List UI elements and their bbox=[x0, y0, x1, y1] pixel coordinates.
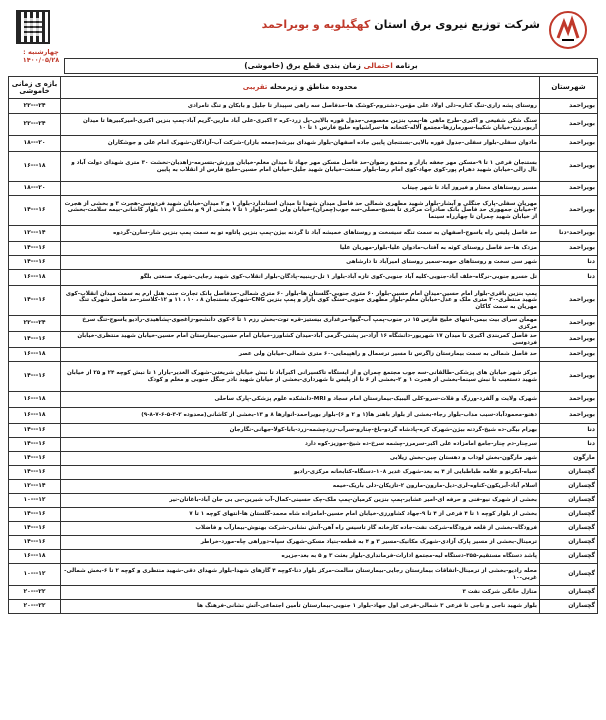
row-city: دنا bbox=[540, 424, 598, 438]
row-time: ۲۲---۲۴ bbox=[9, 99, 61, 114]
row-time: ۱۴---۱۶ bbox=[9, 438, 61, 452]
document-header bbox=[8, 6, 598, 64]
row-area: شهر سی سخت و روستاهای حومه-سمیر روستای امیرآباد تا دارشاهی bbox=[61, 256, 540, 270]
table-row bbox=[9, 392, 598, 408]
row-time: ۱۶---۱۸ bbox=[9, 270, 61, 286]
row-area: فرودگاه-بخشی از قلعه فرودگاه-شرکت نفت-جاده کارخانه گاز تاسیس راه آهن-آتش نشانی-شرکت بهنوش-بیمارآب و فاضلاب bbox=[61, 522, 540, 536]
column-area: محدوده مناطق و زیرمحله تقریبی bbox=[61, 77, 540, 99]
date: ۱۴۰۰/۰۵/۲۸ bbox=[22, 56, 60, 64]
row-city: مارگون bbox=[540, 452, 598, 466]
row-time: ۱۴---۱۶ bbox=[9, 424, 61, 438]
row-time: ۱۴---۱۶ bbox=[9, 508, 61, 522]
table-row bbox=[9, 550, 598, 564]
row-city: گچساران bbox=[540, 494, 598, 508]
table-row bbox=[9, 226, 598, 242]
row-time: ۱۸---۲۰ bbox=[9, 182, 61, 196]
row-time: ۱۸---۲۰ bbox=[9, 136, 61, 152]
table-row bbox=[9, 152, 598, 182]
qr-code-icon bbox=[16, 10, 50, 44]
row-area: مهریان سفلی-پارک جنگلی و آبشار-بلوار شهید مطهری شمالی حد فاصل میدان شهدا تا میدان استاندارد-بلوار ۱ و ۲ میدان-خیابان شهید فردوسی-هجرت ۳ و بخشی از هجرت ۲-خیابان جمهوری حد فاصل بانک صادرات مرکزی تا بسیج-مصلی-سه جوب(چمران)-خیابان ولی عصر-بلوار ۱ تا ۷ بخشی از ۹ و بخشی از ۱۱ بلوار کاشانی-بیمه سلامت-بخشی از خیابان شهید چمران تا چهارراه سینما bbox=[61, 196, 540, 226]
row-time: ۱۶---۱۸ bbox=[9, 392, 61, 408]
table-row bbox=[9, 522, 598, 536]
row-time: ۱۴---۱۶ bbox=[9, 242, 61, 256]
row-time: ۲۲---۲۴ bbox=[9, 316, 61, 332]
row-city: دنا bbox=[540, 270, 598, 286]
row-area: دهنو-محمودآباد-سیب مداب-بلوار رجاء-بخشی از بلوار باهنر ها(۱ و ۲ و ۶)-بلوار بویراحمد-انوارها ۸ و ۱۳-بخشی از کاشانی(محدوده ۲-۳-۵-۶-۷-۸-۹) bbox=[61, 408, 540, 424]
row-area: حد فاصل شمالی به سمت بیمارستان زاگرس تا مسیر ترسمال و راهپیمایی-۶۰ متری شمالی-خیابان ولی عصر bbox=[61, 348, 540, 362]
table-row bbox=[9, 182, 598, 196]
row-area: مسیر روستاهای مختار و فیروز آباد تا شهر چیتاب bbox=[61, 182, 540, 196]
table-row bbox=[9, 316, 598, 332]
row-area: محله رادیو-بخشی از ترمینال-اتفاقات بیمارستان رجایی-بیمارستان سالمت-مرکز بلوار دنا-کوچه ۴ گازهای شهدا-بلوار شهدای دقی-شهید منتظری و کوچه ۲ تا ۶-بخش شمالی-غربی-۱۰ bbox=[61, 564, 540, 586]
row-city: گچساران bbox=[540, 600, 598, 614]
table-row bbox=[9, 480, 598, 494]
row-area: منازل خانگی شرکت نفت ۳ bbox=[61, 586, 540, 600]
program-title: برنامه احتمالی زمان بندی قطع برق (خاموشی) bbox=[64, 58, 598, 74]
row-city: دنا bbox=[540, 256, 598, 270]
row-city: گچساران bbox=[540, 480, 598, 494]
row-area: مزدک ها-حد فاصل روستای کوثه به آفتاب-مادوان علیا-بلوار-مهریان علیا bbox=[61, 242, 540, 256]
table-row bbox=[9, 99, 598, 114]
row-city: بویراحمد bbox=[540, 286, 598, 316]
row-time: ۱۴---۱۶ bbox=[9, 522, 61, 536]
row-city: بویراحمد bbox=[540, 196, 598, 226]
table-row bbox=[9, 348, 598, 362]
row-time: ۱۶---۱۸ bbox=[9, 152, 61, 182]
table-row bbox=[9, 438, 598, 452]
row-time: ۲۰---۲۲ bbox=[9, 600, 61, 614]
row-area: روستای پشه زاری-تنگ کناره-دلی اولاد علی مؤمن-دشتروم-کوشک ها-حدفاصل سه راهی سپیدار تا جلیل و بابکان و تنگ تامرادی bbox=[61, 99, 540, 114]
row-area: تل خسرو جنوبی-نرگاه-خلف آباد-جنوبی-کلیه آباد جنوبی-کوی تازه آباد-بلوار ۱ تل-زینبیه-پادگان-بلوار انقلاب-کوی شهید رجایی-شهرک صنعتی بلگو bbox=[61, 270, 540, 286]
row-time: ۱۴---۱۶ bbox=[9, 362, 61, 392]
row-area: شهرک ولایت و آلفرد-ورزگ و قلات-سرو-کلی آلیبیک-بیمارستان امام سجاد و MRI-دانشکده علوم پزشکی-پارک ساحلی bbox=[61, 392, 540, 408]
row-time: ۱۲---۱۴ bbox=[9, 226, 61, 242]
row-time: ۱۴---۱۶ bbox=[9, 332, 61, 348]
table-row bbox=[9, 362, 598, 392]
column-time: بازه ی زمانی خاموشی bbox=[9, 77, 61, 99]
row-time: ۱۴---۱۶ bbox=[9, 536, 61, 550]
row-area: پاشد دستگاه مستقیم-۳۵۵-دستگاه لیه-مجتمع ادارات-فرمانداری-بلوار بعثت ۳ و ۵ به بعد-جزیره bbox=[61, 550, 540, 564]
row-city: بویراحمد bbox=[540, 362, 598, 392]
row-area: حد فاصل پلیس راه یاسوج-اصفهان به سمت تنگه سیسخت و روستاهای خمیشه آباد تا گردنه بیژن-پمپ بنزین پاتاوه تو به سمت پمپ بنزین شار-سارن-گردوه bbox=[61, 226, 540, 242]
row-city: بویراحمد bbox=[540, 114, 598, 136]
row-area: بستنجان فرعی ۱ تا ۹-مسکن مهر جعفه بازار و مجتمع رضوان-حد فاصل مسکن مهر جهاد تا میدان معلم-خیابان ورزش-بتسرمه-زاهدیان-نخشت ۳۰ متری شهدای دولت آباد و نال زالی-خیابان شهید دهرام پور-کوی جهاد-کوی امام رضا-بلوار صنعت-خیابان شهید جلیل-خیابان امام حسین-خلیج فارس از انقلاب به پایین bbox=[61, 152, 540, 182]
company-name: شرکت توزیع نیروی برق استان کهگیلویه و بویراحمد bbox=[261, 18, 540, 31]
table-row bbox=[9, 536, 598, 550]
row-time: ۱۴---۱۶ bbox=[9, 452, 61, 466]
row-area: بهرام بیگی-ده شیخ-گردنه بیژن-شهرک کره-پادشاه گردو-باغ-چنارو-سرآب-زردچشمه-زرد-بابا-کولا-جهانی-نگارجان bbox=[61, 424, 540, 438]
outage-schedule-table bbox=[8, 76, 598, 614]
row-area: اسلام آباد-آبریکون-کناوه-لری-دیل-مارون-مارون ۲-تازیکان-دلی باریک-خیمه bbox=[61, 480, 540, 494]
table-row bbox=[9, 452, 598, 466]
table-row bbox=[9, 408, 598, 424]
row-time: ۱۶---۱۸ bbox=[9, 550, 61, 564]
row-area: ترمینال-بخشی از مسیر پارک آزادی-شهرک مکانیک-مسیر ۳ و ۴ به قطعه-بنیاد مسکن-شهرک سپاه-دوراهی چاه-مورد-خراطر bbox=[61, 536, 540, 550]
row-time: ۱۰---۱۲ bbox=[9, 494, 61, 508]
row-time: ۱۰---۱۲ bbox=[9, 564, 61, 586]
table-row bbox=[9, 600, 598, 614]
row-city: بویراحمد bbox=[540, 348, 598, 362]
table-row bbox=[9, 286, 598, 316]
row-time: ۲۲---۲۴ bbox=[9, 114, 61, 136]
row-city: بویراحمد bbox=[540, 392, 598, 408]
table-row bbox=[9, 466, 598, 480]
row-city: گچساران bbox=[540, 536, 598, 550]
table-row bbox=[9, 242, 598, 256]
row-area: سرچنار-دم چنار-جامع امامزاده علی اکبر-سرمرز-چشمه سرخ-ده شیخ-جوزیز-کوه دارد bbox=[61, 438, 540, 452]
table-row bbox=[9, 424, 598, 438]
row-city: بویراحمد bbox=[540, 136, 598, 152]
table-row bbox=[9, 114, 598, 136]
table-row bbox=[9, 270, 598, 286]
column-city: شهرستان bbox=[540, 77, 598, 99]
row-area: سیاه-آبکرنو و علامه طباطبایی از ۴ به بعد-شهرک غدیر ۱۰۸-دستگاه-کتابخانه مرکزی-رادیو bbox=[61, 466, 540, 480]
row-time: ۱۶---۱۸ bbox=[9, 348, 61, 362]
row-city: گچساران bbox=[540, 586, 598, 600]
row-time: ۱۶---۱۸ bbox=[9, 408, 61, 424]
row-time: ۱۴---۱۶ bbox=[9, 196, 61, 226]
row-area: پمپ بنزین باقری-بلوار امام حسین-میدان امام حسین-بلوار ۶۰ متری جنوبی-گلستان ها-بلوار ۶۰ متری شمالی-حدفاصل بانک تجارت جنب هتل ارم به سمت میدان انقلاب-کوی شهید منتظری-۳۰ متری ملک و عدل-خیابان معلم-بلوار مطهری جنوبی-سنگ کوی بازار و پمپ بنزین CNG-شهرک بستنجان ۸ ، ۱۰ ، ۱۱ و ۱۲-کلاستر-حد فاصل شهرک تنگ مهریان به سمت کاکان bbox=[61, 286, 540, 316]
row-city: گچساران bbox=[540, 564, 598, 586]
table-row bbox=[9, 256, 598, 270]
row-city: گچساران bbox=[540, 508, 598, 522]
table-row bbox=[9, 196, 598, 226]
row-city: گچساران bbox=[540, 522, 598, 536]
row-city: بویراحمد bbox=[540, 152, 598, 182]
date-box bbox=[14, 48, 68, 64]
row-city: بویراحمد bbox=[540, 99, 598, 114]
table-row bbox=[9, 564, 598, 586]
row-area: مهمان سرای بیت بیمن-انتهای خلیج فارس ۱۵ در جنوب-پمپ آب-گیوا-مرغداری بیستیز-قره توت-بخش رزم ۱ تا ۶-کوی دانشجو-زاغجوی-پشاهیدی-رادیو یاسوج-تنگ سرخ مرکزی bbox=[61, 316, 540, 332]
row-area: بخشی از بلوار کوچه ۱ تا ۴ فرعی از ۴ تا ۹-جهاد کشاورزی-خیابان امام حسین-امامزاده شاه محمد-گلستان ها-انتهای کوچه ۱ تا ۷ bbox=[61, 508, 540, 522]
table-row bbox=[9, 494, 598, 508]
row-city: گچساران bbox=[540, 550, 598, 564]
row-city: بویراحمد bbox=[540, 332, 598, 348]
row-city: گچساران bbox=[540, 466, 598, 480]
row-time: ۱۴---۱۶ bbox=[9, 466, 61, 480]
table-row bbox=[9, 586, 598, 600]
row-time: ۲۰---۲۲ bbox=[9, 586, 61, 600]
row-area: شهر مارگون-بخش لوداب و دهستان چین-بخش زیلایی bbox=[61, 452, 540, 466]
row-city: بویراحمد-دنا bbox=[540, 226, 598, 242]
row-city: دنا bbox=[540, 438, 598, 452]
row-time: ۱۲---۱۴ bbox=[9, 480, 61, 494]
table-row bbox=[9, 508, 598, 522]
row-time: ۱۴---۱۶ bbox=[9, 256, 61, 270]
row-city: بویراحمد bbox=[540, 408, 598, 424]
row-area: مادوان سفلی-بلوار سفلی-جدول قوره بالایی-بستنجان پایین جاده اصفهان-بلوار شهدای بیرشه(جمعه بازار)-شرکت آب-آزادگان-شهرک امام علی و جوشکاران bbox=[61, 136, 540, 152]
row-city: بویراحمد bbox=[540, 242, 598, 256]
row-area: مرکز شهر خیابان های پزشکی-طالقانی-سه جوب مجتمع چمران و از ایستگاه تاکسیرانی اکبرآباد تا نبش خیابان شریعتی-شهرک الغدیر-بازار ۱ تا نبش کوچه ۲۴ و ۲۵ از خیابان شهید دستغیب تا نبش سینما-بخشی از هجرت ۱ و ۲-بخشی از ۶ تا از پلیس تا شهرداری-بخشی از خیابان شهید نادر جنگل جنوبی و معلم و کودک bbox=[61, 362, 540, 392]
row-time: ۱۴---۱۶ bbox=[9, 286, 61, 316]
table-row bbox=[9, 136, 598, 152]
weekday: چهارشنبه : bbox=[23, 48, 59, 56]
table-row bbox=[9, 332, 598, 348]
row-area: حد فاصل کمربندی اکبری تا میدان ۱۷ شهریور-دانشگاه ۱۶ آزاد-بر پشتی-گرمی آباد-میدان کشاورز-خیابان امام حسین-بیمارستان امام حسین-خیابان شهید منتظری-خیابان فردوسی bbox=[61, 332, 540, 348]
company-logo-icon bbox=[548, 10, 588, 50]
row-area: بلوار شهید ناجی و ناجی تا فرعی ۳ شمالی-فرعی اول جهاد-بلوار ۱ جنوبی-بیمارستان تأمین اجتماعی-آتش نشانی-فرهنگ ها bbox=[61, 600, 540, 614]
row-city: بویراحمد bbox=[540, 182, 598, 196]
table-header-row bbox=[9, 77, 598, 99]
row-area: سنگ شکن شفیعی و اکبری-طرح ماهی ها-پمپ بنزین معصومی-جدول قوره بالایی-پل زرد-کره ۲ اکبری-علی آباد مارین-گریم آباد-پمپ بنزین اکبری-امیرکبیرها تا میدان آریوبرزن-خیابان شکیبا-سورمارزها-مجتمع آلاله-کتخانه ها-سرآشیاوه خلیج فارس ۱ تا ۱۰ bbox=[61, 114, 540, 136]
row-area: بخشی از شهرک نیو-فنی و حرفه ای-امیر عشایر-پمپ بنزین کرمیان-پمپ ملک-چک حسینی-کمال-آب شیرین-بی بی جان آباد-باغاتان-نیر bbox=[61, 494, 540, 508]
row-city: بویراحمد bbox=[540, 316, 598, 332]
